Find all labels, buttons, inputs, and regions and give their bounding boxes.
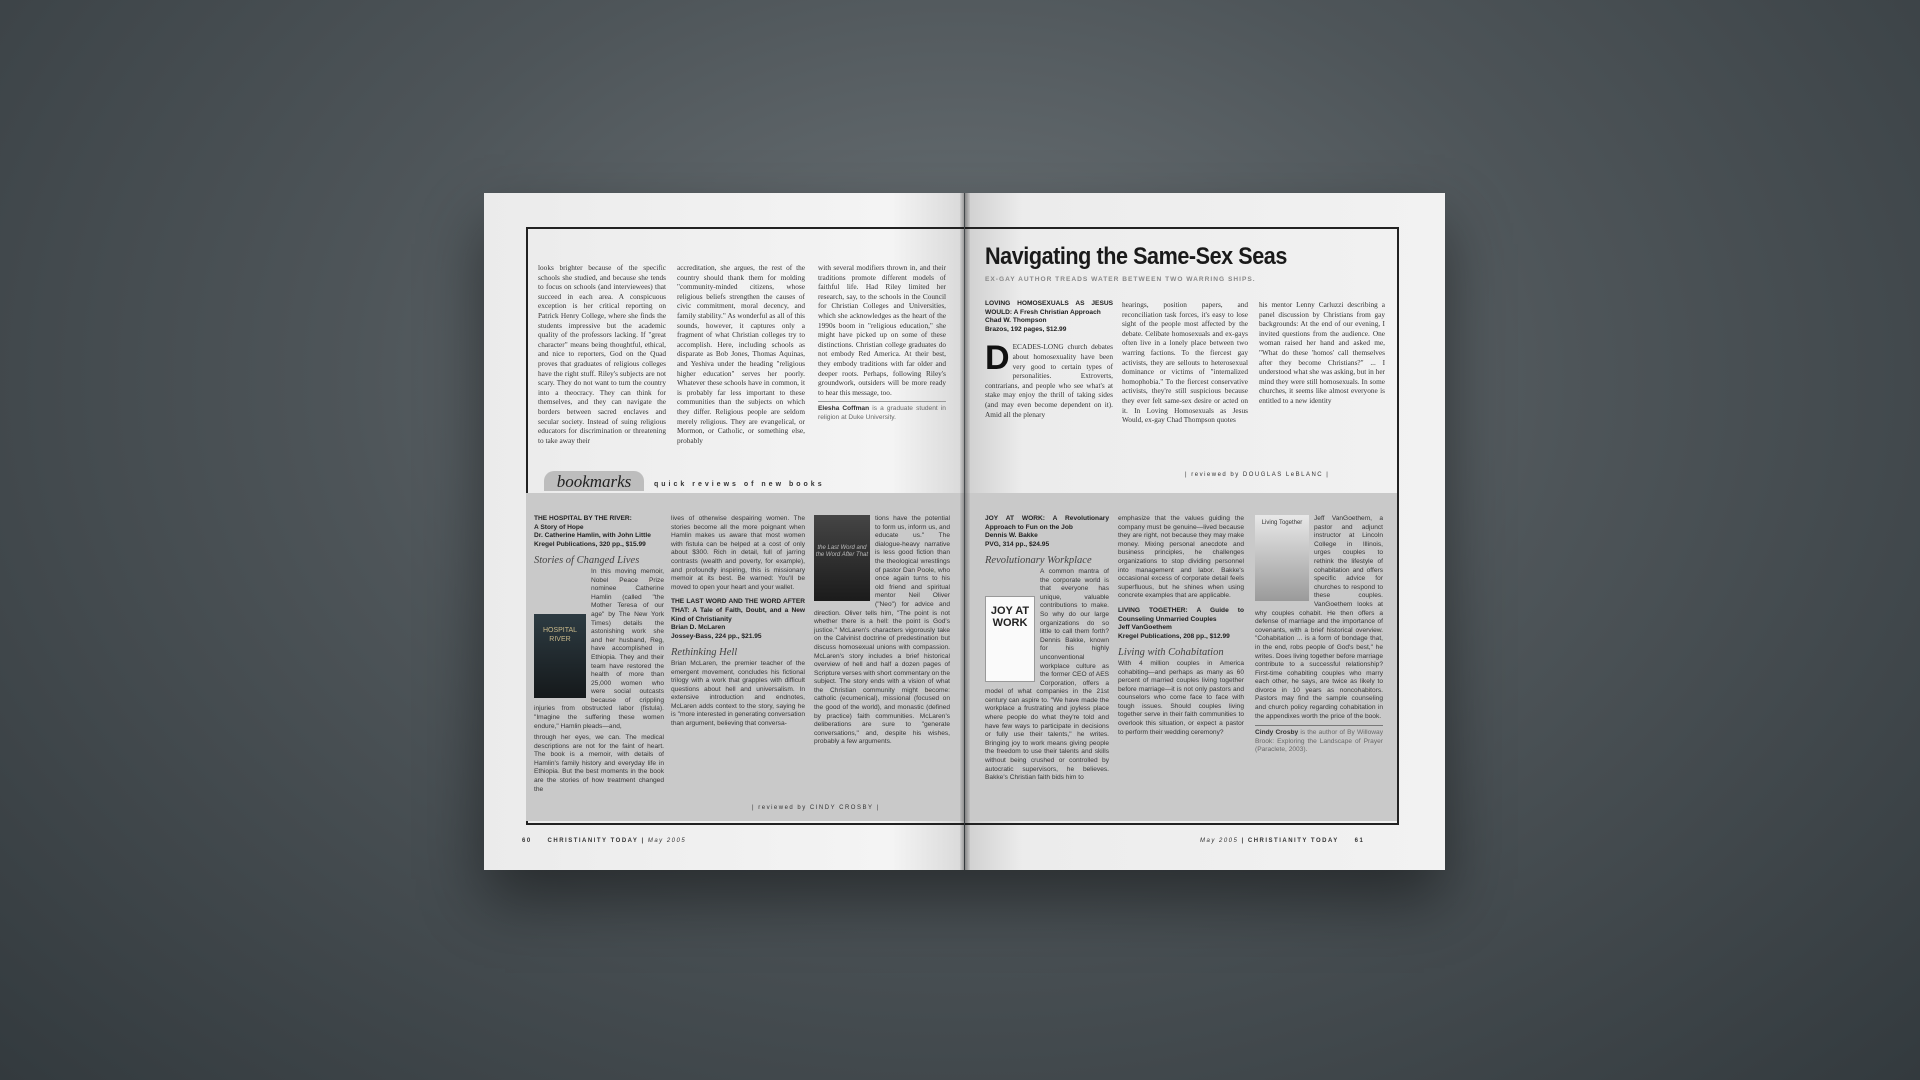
article-column-3: his mentor Lenny Carluzzi describing a panel discussion by Christians from gay backgrounds: At the end of our evening, I invited questions from the audience. One woman raised her hand and asked me, "What do these 'homos' call themselves after they become Christians?" ... I understood what she was asking, but in her mind they were still homosexuals. In some churches, it seems like almost everyone is entitled to a new identity — [1259, 300, 1385, 405]
magazine-spine — [960, 193, 970, 870]
article-headline: Navigating the Same-Sex Seas — [985, 243, 1287, 270]
reviewer-bio: Cindy Crosby is the author of By Willoway Brook: Exploring the Landscape of Prayer (Paraclete, 2003). — [1255, 725, 1383, 755]
review-column-right-2: emphasize that the values guiding the company must be genuine—lived because they are right, not because they may make money. Mixing personal anecdote and business principles, he challenges organizations to stop dividing personnel into management and labor. Bakke's occasional excess of corporate detail feels superfluous, but he shines when using concrete examples that are applicable. LIVING TOGETHER: A Guide to Counseling Unmarried Couples Jeff VanGoethem Kregel Publications, 208 pp., $12.99 Living with Cohabitation With 4 million couples in America cohabiting—and perhaps as many as 60 percent of married couples living together before marriage—it is not only pastors and counselors who come face to face with tough issues. Should couples living together serve in their faith communities to overlook this situation, or expect a pastor to perform their wedding ceremony? — [1118, 515, 1244, 736]
article-deck: EX-GAY AUTHOR TREADS WATER BETWEEN TWO WARRING SHIPS. — [985, 276, 1256, 283]
hospital-book-cover: HOSPITAL RIVER — [534, 614, 586, 698]
reviewer-credit-left: | reviewed by CINDY CROSBY | — [752, 805, 880, 811]
article-column-3: with several modifiers thrown in, and their traditions promote different models of faithful life. Had Riley limited her research, say, to the schools in the Council for Christian Colleges and Universities, which she acknowledges as the heart of the 1990s boom in "religious education," she might have picked up on some of these distinctions. Christian college graduates do not embody Red America. At their best, they embody traditions with far older and deeper roots. Perhaps, following Riley's groundwork, outsiders will be more ready to hear this message, too. Elesha Coffman is a graduate student in religion at Duke University. — [818, 263, 946, 421]
article-column-2: accreditation, she argues, the rest of the country should thank them for molding "community-minded citizens, whose religious beliefs strengthen the causes of civic commitment, moral decency, and family stability." As wonderful as all of this sounds, however, it captures only a fragment of what Christian colleges try to accomplish. Here, including schools as disparate as Bob Jones, Thomas Aquinas, and Yeshiva under the heading "religious higher education" serves her poorly. Whatever these schools have in common, it is probably far less important to these communities than the subjects on which they differ. Religious people are seldom merely religious. They are evangelical, or Mormon, or Catholic, or something else, probably — [677, 263, 805, 445]
joy-at-work-book-cover: JOY AT WORK — [985, 596, 1035, 682]
bookmarks-tab: bookmarks — [544, 471, 644, 491]
living-together-book-cover: Living Together — [1255, 515, 1309, 601]
right-page — [965, 193, 1445, 870]
review-column-3: the Last Word and the Word After That tions have the potential to form us, inform us, and educate us." The dialogue-heavy narrative is less good fiction than the theological wrestlings of pastor Dan Poole, who once again turns to his old friend and spiritual mentor Neil Oliver ("Neo") for advice and direction. Oliver tells him, "The point is not whether there is a hell: the point is God's justice." McLaren's characters vigorously take on the Calvinist doctrine of predestination but discuss homosexual unions with compassion. McLaren's story includes a brief historical overview of hell and half a dozen pages of Scripture verses with short commentary on the subject. The story ends with a vision of what the Christian community might become: catholic (ecumenical), missional (focused on the good of the world), and monastic (defined by practice) faith communities. McLaren's deliberations are sure to "generate conversations," and, despite his wishes, probably a few arguments. — [814, 515, 950, 746]
review-column-right-3: Living Together Jeff VanGoethem, a pastor and adjunct instructor at Lincoln College in Illinois, urges couples to rethink the lifestyle of cohabitation and offers specific advice for churches to respond to these couples. VanGoethem looks at why couples cohabit. He then offers a defense of marriage and the importance of covenants, with a brief historical overview. "Cohabitation ... is a form of bondage that, in the end, robs people of God's best," he writes. Does living together before marriage contribute to a successful relationship? First-time cohabiting couples who marry each other, he says, are twice as likely to divorce in 10 years as noncohabitors. Pastors may find the sample counseling and church policy regarding cohabitation in the appendixes worth the price of the book. Cindy Crosby is the author of By Willoway Brook: Exploring the Landscape of Prayer (Paraclete, 2003). — [1255, 515, 1383, 754]
magazine-spread — [484, 193, 1445, 870]
reviewer-credit-right-top: | reviewed by DOUGLAS LeBLANC | — [1185, 472, 1330, 478]
review-hospital: THE HOSPITAL BY THE RIVER: A Story of Hope Dr. Catherine Hamlin, with John Little Kregel Publications, 320 pp., $15.99 Stories of Changed Lives HOSPITAL RIVER In this moving memoir, Nobel Peace Prize nominee Catherine Hamlin (called "the Mother Teresa of our age" by The New York Times) details the astonishing work she and her husband, Reg, have accomplished in Ethiopia. They and their team have restored the health of more than 25,000 women who were social outcasts because of crippling injuries from obstructed labor (fistula). "Imagine the suffering these women endure," Hamlin pleads—and, through her eyes, we can. The medical descriptions are not for the faint of heart. The book is a memoir, with details of Hamlin's family history and everyday life in Ethiopia. But the best moments in the book are the stories of how treatment changed the — [534, 515, 664, 793]
article-column-2: hearings, position papers, and reconciliation task forces, it's easy to lose sight of the people most affected by the debate. Celibate homosexuals and ex-gays often live in a lonely place between two warring factions. To the fiercest gay activists, they are sellouts to heterosexual dominance or victims of "internalized homophobia." To the fiercest conservative activists, they're still suspicious because they ever felt same-sex desire or acted on it. In Loving Homosexuals as Jesus Would, ex-gay Chad Thompson quotes — [1122, 300, 1248, 425]
last-word-book-cover: the Last Word and the Word After That — [814, 515, 870, 601]
bookmarks-subtitle: quick reviews of new books — [654, 481, 825, 488]
review-joy-at-work: JOY AT WORK: A Revolutionary Approach to Fun on the Job Dennis W. Bakke PVG, 314 pp., $24.95 Revolutionary Workplace JOY AT WORK A common mantra of the corporate world is that everyone has unique, valuable contributions to make. So why do our large organizations do so little to call them forth? Dennis Bakke, known for his highly unconventional workplace culture as the former CEO of AES Corporation, offers a model of what companies in the 21st century can aspire to. "We have made the workplace a frustrating and joyless place where people do what they're told and have few ways to participate in decisions or fully use their talents," he writes. Bringing joy to work means giving people the freedom to use their talents and skills without being crushed or controlled by autocratic supervisors, he believes. Bakke's Christian faith bids him to — [985, 515, 1109, 782]
folio-right: May 2005 | CHRISTIANITY TODAY 61 — [1200, 838, 1365, 844]
article-column-1: looks brighter because of the specific schools she studied, and because she tends to focus on schools (and interviewees) that succeed in each area. A conspicuous exception is her critical reporting on Patrick Henry College, where she finds the students impressive but the academic quality of the professors lacking. If "great character" means being thoughtful, ethical, and nice to reporters, God on the Quad proves that graduates of religious colleges have the right stuff. Riley's subjects are not scary. They do not want to turn the country into a theocracy. They can think for themselves, and they can navigate the borders between sacred enclaves and secular society. Instead of suing religious educators for discrimination or threatening to take away their — [538, 263, 666, 445]
drop-cap: D — [985, 339, 1010, 378]
article-column-1: LOVING HOMOSEXUALS AS JESUS WOULD: A Fresh Christian Approach Chad W. Thompson Brazos, 192 pages, $12.99 DECADES-LONG church debates about homosexuality have been very good to certain types of personalities. Extroverts, contrarians, and people who see what's at stake may enjoy the thrill of taking sides (and may even become dependent on it). Amid all the plenary — [985, 300, 1113, 419]
author-byline: Elesha Coffman is a graduate student in religion at Duke University. — [818, 401, 946, 422]
left-page — [484, 193, 964, 870]
review-column-2: lives of otherwise despairing women. The stories become all the more poignant when Hamlin makes us aware that most women with fistula can be helped at a cost of only about $300. Rich in detail, full of jarring contrasts (wealth and poverty, for example), and profoundly inspiring, this is missionary memoir at its best. Be warned: You'll be moved to open your heart and your wallet. THE LAST WORD AND THE WORD AFTER THAT: A Tale of Faith, Doubt, and a New Kind of Christianity Brian D. McLaren Jossey-Bass, 224 pp., $21.95 Rethinking Hell Brian McLaren, the premier teacher of the emergent movement, concludes his fictional trilogy with a work that grapples with difficult questions about hell and universalism. In extensive introduction and endnotes, McLaren adds context to the story, saying he is "more interested in generating conversation than argument, believing that conversa- — [671, 515, 805, 728]
folio-left: 60 CHRISTIANITY TODAY | May 2005 — [522, 838, 687, 844]
